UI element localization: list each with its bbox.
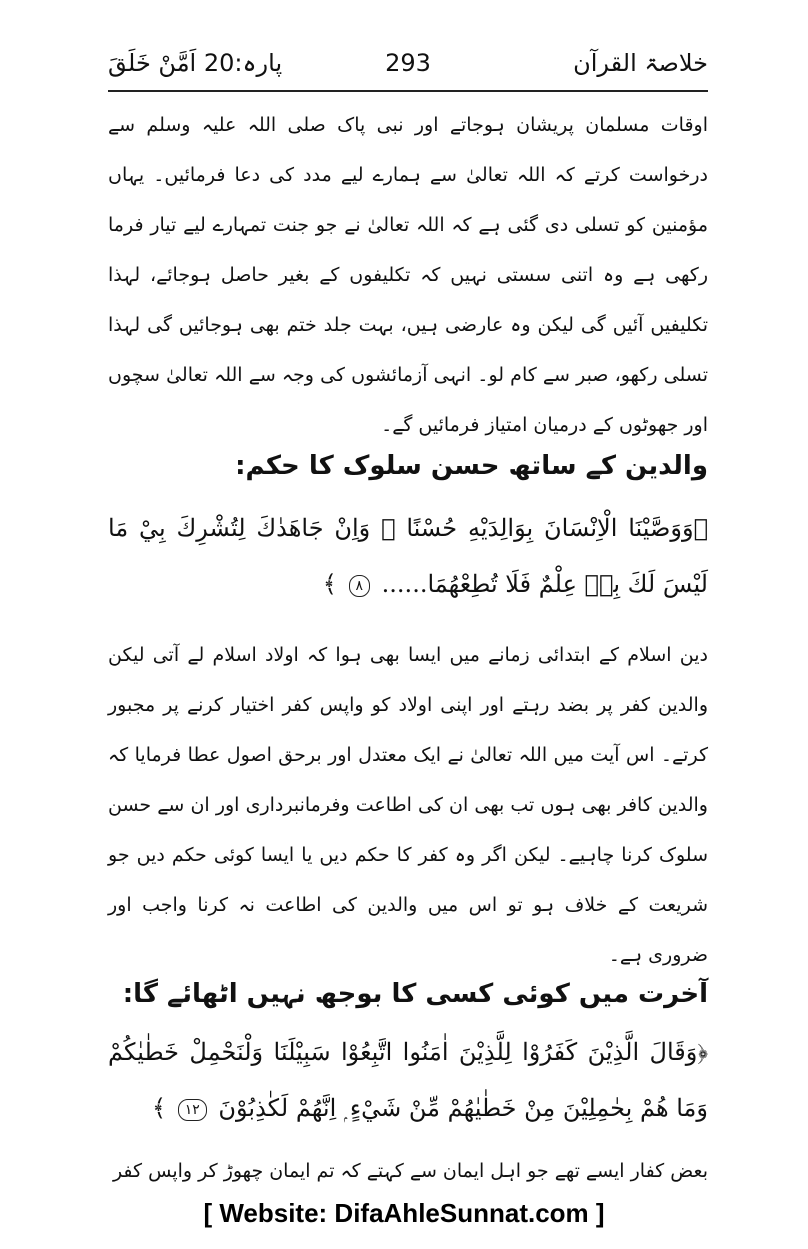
section-heading-burden: آخرت میں کوئی کسی کا بوجھ نہیں اٹھائے گا: [122,979,708,1009]
page-header [108,40,708,92]
quran-verse-1 [108,500,708,612]
verse-close-bracket: ﴾ [151,1094,167,1122]
verse-number-badge: ٨ [349,575,371,597]
quran-verse-2-text: ﴿وَقَالَ الَّذِيْنَ كَفَرُوْا لِلَّذِيْنَ اٰمَنُوا اتَّبِعُوْا سَبِيْلَنَا وَلْنَحْمِلْ خَطٰيٰكُمْ وَمَا هُمْ بِحٰمِلِيْنَ مِنْ خَطٰيٰهُمْ مِّنْ شَيْءٍ ۭ اِنَّهُمْ لَكٰذِبُوْنَ [108,1038,708,1122]
paragraph-patience: اوقات مسلمان پریشان ہوجاتے اور نبی پاک صلی اللہ علیہ وسلم سے درخواست کرتے کہ اللہ تعالیٰ سے ہمارے لیے مدد کی دعا فرمائیں۔ یہاں مؤمنین کو تسلی دی گئی ہے کہ اللہ تعالیٰ نے جو جنت تمہارے لیے تیار فرما رکھی ہے وہ اتنی سستی نہیں کہ تکلیفوں کے بغیر حاصل ہوجائے، لہذا تکلیفیں آئیں گی لیکن وہ عارضی ہیں، بہت جلد ختم بھی ہوجائیں گی لہذا تسلی رکھو، صبر سے کام لو۔ انہی آزمائشوں کی وجہ سے اللہ تعالیٰ سچوں اور جھوٹوں کے درمیان امتیاز فرمائیں گے۔ [108,114,708,436]
verse-close-bracket: ﴾ [322,570,337,598]
paragraph-parents: دین اسلام کے ابتدائی زمانے میں ایسا بھی ہوا کہ اولاد اسلام لے آتی لیکن والدین کفر پر بضد رہتے اور اپنی اولاد کو واپس کفر اختیار کرنے پر مجبور کرتے۔ اس آیت میں اللہ تعالیٰ نے ایک معتدل اور برحق اصول عطا فرمایا کہ والدین کافر بھی ہوں تب بھی ان کی اطاعت وفرمانبرداری اور ان سے حسن سلوک کرنا چاہیے۔ لیکن اگر وہ کفر کا حکم دیں یا ایسا کوئی حکم دیں جو شریعت کے خلاف ہو تو اس میں والدین کی اطاعت نہ کرنا واجب اور ضروری ہے۔ [108,644,708,966]
section-heading-parents: والدین کے ساتھ حسن سلوک کا حکم: [235,451,708,481]
paragraph-disbelievers: بعض کفار ایسے تھے جو اہل ایمان سے کہتے کہ تم ایمان چھوڑ کر واپس کفر [112,1160,708,1182]
verse-number-badge: ١٢ [178,1099,207,1121]
quran-verse-1-text: ﴿وَوَصَّيْنَا الْاِنْسَانَ بِوَالِدَيْهِ حُسْنًا ۚ وَاِنْ جَاهَدٰكَ لِتُشْرِكَ بِيْ مَا لَيْسَ لَكَ بِهٖ عِلْمٌ فَلَا تُطِعْهُمَا...... [108,514,708,598]
page-number: 293 [385,49,431,77]
book-title: خلاصۃ القرآن [573,49,708,77]
quran-verse-2 [108,1024,708,1136]
para-label: پارہ:20 اَمَّنْ خَلَقَ [108,49,283,77]
website-footer: [ Website: DifaAhleSunnat.com ] [203,1198,605,1228]
